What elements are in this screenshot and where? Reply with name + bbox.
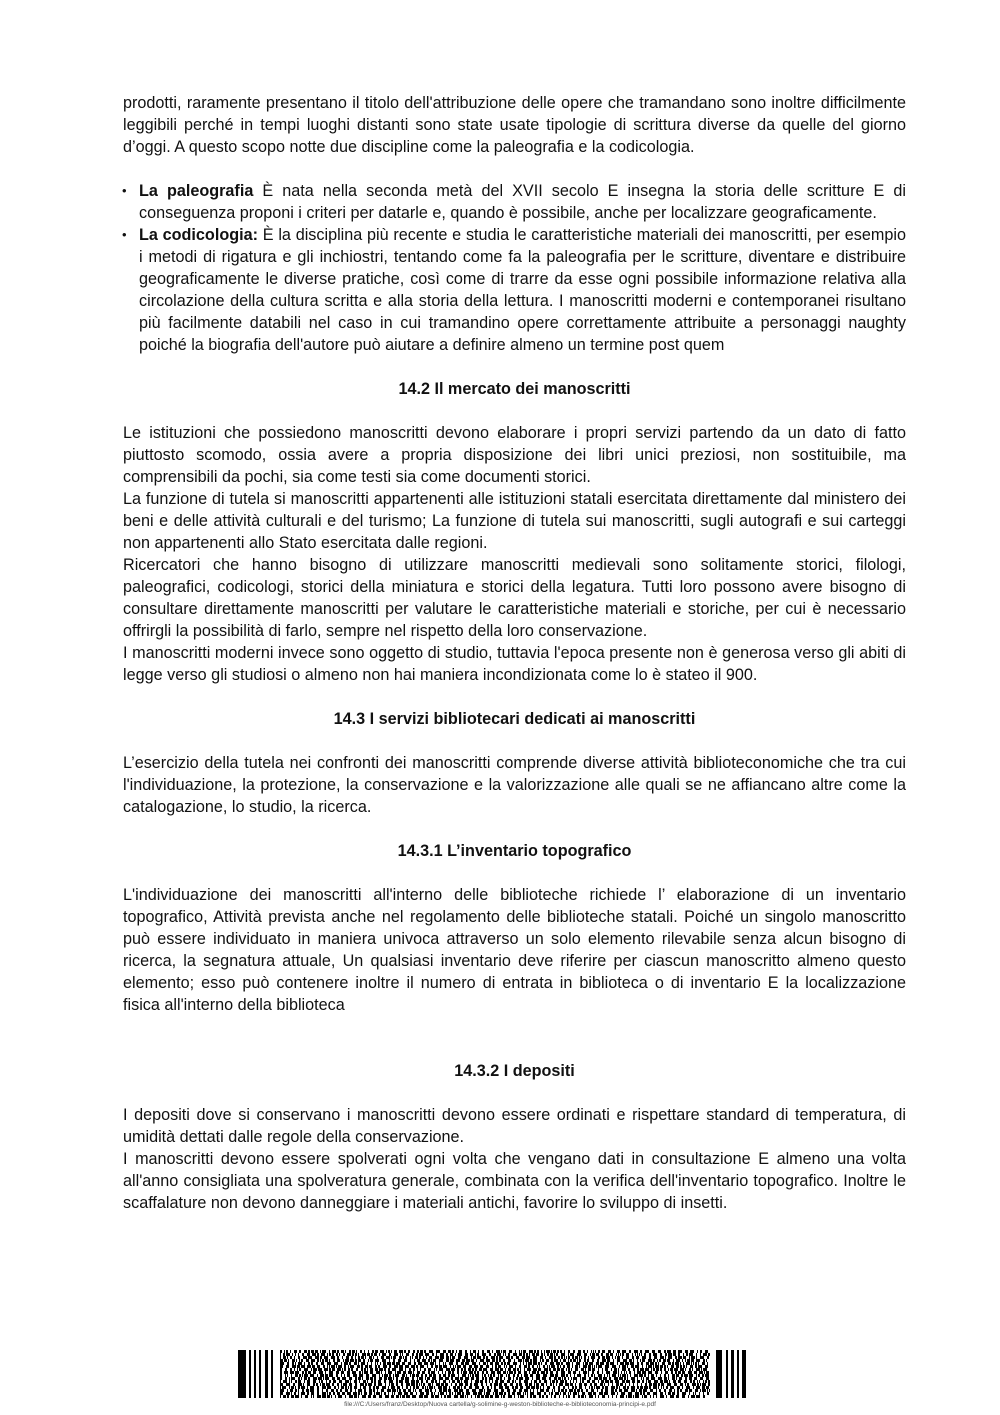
paragraph-14-3: L’esercizio della tutela nei confronti dei manoscritti comprende diverse attività biblioteconomiche che tra cui l'individuazione, la protezione, la conservazione e la valorizzazione alle quali se ne affiancano altre come la catalogazione, lo studio, la ricerca.	[123, 754, 906, 816]
heading-14-3-2: 14.3.2 I depositi	[454, 1062, 575, 1080]
heading-14-2: 14.2 Il mercato dei manoscritti	[398, 380, 631, 398]
heading-14-3-1: 14.3.1 L’inventario topografico	[397, 842, 632, 860]
document-body	[123, 92, 906, 1214]
definition-paleografia: È nata nella seconda metà del XVII secolo E insegna la storia delle scritture E di conseguenza proponi i criteri per datarle e, quando è possibile, anche per localizzare geograficamente.	[139, 182, 906, 222]
paragraph-14-3-1: L'individuazione dei manoscritti all'interno delle biblioteche richiede l’ elaborazione di un inventario topografico, Attività prevista anche nel regolamento delle biblioteche statali. Poiché un singolo manoscritto può essere individuato in maniera univoca attraverso un solo elemento rilevabile senza alcun bisogno di ricerca, la segnatura attuale, Un qualsiasi inventario deve riferire per ciascun manoscritto almeno questo elemento; esso può contenere inoltre il numero di entrata in biblioteca o di inventario E la localizzazione fisica all'interno della biblioteca	[123, 886, 906, 1014]
list-item-codicologia	[123, 224, 906, 356]
paragraph-14-2-a: Le istituzioni che possiedono manoscritti devono elaborare i propri servizi partendo da un dato di fatto piuttosto scomodo, ossia avere a propria disposizione dei libri unici preziosi, non sostituibile, ma comprensibili da pochi, sia come testi sia come documenti storici.	[123, 424, 906, 486]
heading-14-3: 14.3 I servizi bibliotecari dedicati ai manoscritti	[333, 710, 696, 728]
paragraph-14-2-b: La funzione di tutela si manoscritti appartenenti alle istituzioni statali esercitata direttamente dal ministero dei beni e delle attività culturali e del turismo; La funzione di tutela sui manoscritti, sugli autografi e sui carteggi non appartenenti allo Stato esercitata dalle regioni.	[123, 490, 906, 552]
paragraph-14-3-2-a: I depositi dove si conservano i manoscritti devono essere ordinati e rispettare standard di temperatura, di umidità dettati dalle regole della conservazione.	[123, 1106, 906, 1146]
file-path-footer: file:///C:/Users/franz/Desktop/Nuova cartella/g-solimine-g-weston-biblioteche-e-biblioteconomia-principi-e.pdf	[344, 1401, 656, 1408]
paragraph-14-2-c: Ricercatori che hanno bisogno di utilizzare manoscritti medievali sono solitamente storici, filologi, paleografici, codicologi, storici della miniatura e storici della legatura. Tutti loro possono avere bisogno di consultare direttamente manoscritti per valutare le caratteristiche materiali e storiche, per cui è necessario offrirgli la possibilità di farlo, sempre nel rispetto della loro conservazione.	[123, 556, 906, 640]
list-item-paleografia	[123, 180, 906, 224]
disciplines-list	[123, 180, 906, 356]
term-codicologia: La codicologia:	[139, 226, 258, 244]
definition-codicologia: È la disciplina più recente e studia le caratteristiche materiali dei manoscritti, per esempio i metodi di rigatura e gli inchiostri, tentando come fa la paleografia per le scritture, diventare e distribuire geograficamente le diverse pratiche, così come di trarre da esse ogni possibile informazione relativa alla circolazione della cultura scritta e alla storia della lettura. I manoscritti moderni e contemporanei risultano più facilmente databili nel caso in cui tramandino opere correttamente attribuite a personaggi naughty poiché la biografia dell'autore può aiutare a definire almeno un termine post quem	[139, 226, 906, 354]
paragraph-14-3-2-b: I manoscritti devono essere spolverati ogni volta che vengano dati in consultazione E almeno una volta all'anno consigliata una spolveratura generale, combinata con la verifica dell'inventario topografico. Inoltre le scaffalature non devono danneggiare i materiali antichi, favorire lo sviluppo di insetti.	[123, 1150, 906, 1212]
term-paleografia: La paleografia	[139, 182, 254, 200]
pdf417-barcode	[238, 1350, 746, 1398]
paragraph-14-2-d: I manoscritti moderni invece sono oggetto di studio, tuttavia l'epoca presente non è generosa verso gli abiti di legge verso gli studiosi o almeno non hai maniera incondizionata come lo è stateo il 900.	[123, 644, 906, 684]
intro-paragraph: prodotti, raramente presentano il titolo dell'attribuzione delle opere che tramandano sono inoltre difficilmente leggibili perché in tempi luoghi distanti sono state usate tipologie di scrittura diverse da quelle del giorno d’oggi. A questo scopo notte due discipline come la paleografia e la codicologia.	[123, 94, 906, 156]
